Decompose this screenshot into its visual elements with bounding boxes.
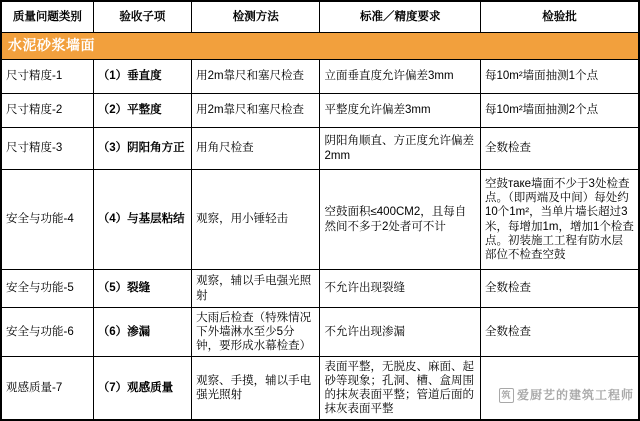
cell-batch: 每10m²墙面抽测1个点 <box>480 60 639 94</box>
cell-batch: 全数检查 <box>480 128 639 170</box>
header-batch: 检验批 <box>480 1 639 33</box>
cell-item: （3）阴阳角方正 <box>93 128 191 170</box>
cell-method: 用角尺检查 <box>192 128 320 170</box>
cell-method: 用2m靠尺和塞尺检查 <box>192 60 320 94</box>
cell-category: 安全与功能-6 <box>1 308 93 357</box>
cell-standard: 阴阳角顺直、方正度允许偏差2mm <box>320 128 481 170</box>
cell-category: 尺寸精度-3 <box>1 128 93 170</box>
cell-item: （4）与基层粘结 <box>93 170 191 270</box>
table-row <box>1 60 639 94</box>
cell-standard: 表面平整，无脱皮、麻面、起砂等现象；孔洞、槽、盒周围的抹灰表面平整；管道后面的抹灰表面平整 <box>320 357 481 421</box>
cell-standard: 空鼓面积≤400CM2，且每自然间不多于2处者可不计 <box>320 170 481 270</box>
cell-batch: 全数检查 <box>480 270 639 308</box>
cell-method: 观察、手摸，辅以手电强光照射 <box>192 357 320 421</box>
cell-item: （2）平整度 <box>93 94 191 128</box>
cell-method: 观察，辅以手电强光照射 <box>192 270 320 308</box>
cell-method: 观察，用小锤轻击 <box>192 170 320 270</box>
cell-batch: 每10m²墙面抽测2个点 <box>480 94 639 128</box>
table-row <box>1 270 639 308</box>
section-title: 水泥砂浆墙面 <box>1 33 639 60</box>
cell-category: 尺寸精度-2 <box>1 94 93 128</box>
table-row <box>1 94 639 128</box>
cell-category: 观感质量-7 <box>1 357 93 421</box>
cell-category: 尺寸精度-1 <box>1 60 93 94</box>
table-row <box>1 308 639 357</box>
cell-item: （1）垂直度 <box>93 60 191 94</box>
cell-method: 大雨后检查（特殊情况下外墙淋水至少5分钟，要形成水幕检查） <box>192 308 320 357</box>
watermark-logo-icon: 筑 <box>499 388 514 403</box>
cell-method: 用2m靠尺和塞尺检查 <box>192 94 320 128</box>
header-item: 验收子项 <box>93 1 191 33</box>
cell-category: 安全与功能-5 <box>1 270 93 308</box>
watermark-text: 爱厨艺的建筑工程师 <box>516 387 634 402</box>
cell-item: （6）渗漏 <box>93 308 191 357</box>
section-title-row <box>1 33 639 60</box>
header-standard: 标准／精度要求 <box>320 1 481 33</box>
table-row <box>1 357 639 421</box>
table-header <box>1 1 639 33</box>
cell-batch <box>480 357 639 421</box>
cell-standard: 立面垂直度允许偏差3mm <box>320 60 481 94</box>
table-body <box>1 33 639 421</box>
cell-standard: 不允许出现渗漏 <box>320 308 481 357</box>
cell-standard: 平整度允许偏差3mm <box>320 94 481 128</box>
cell-item: （5）裂缝 <box>93 270 191 308</box>
cell-batch: 全数检查 <box>480 308 639 357</box>
table-row <box>1 170 639 270</box>
table-row <box>1 128 639 170</box>
cell-item: （7）观感质量 <box>93 357 191 421</box>
table-header-row <box>1 1 639 33</box>
header-category: 质量问题类别 <box>1 1 93 33</box>
cell-batch: 空鼓таке墙面不少于3处检查点。（即两端及中间）每处约10个1m²，当单片墙长超过3米，每增加1m，增加1个检查点。初装施工工程有防水层部位不检查空鼓 <box>480 170 639 270</box>
header-method: 检测方法 <box>192 1 320 33</box>
cell-standard: 不允许出现裂缝 <box>320 270 481 308</box>
cell-category: 安全与功能-4 <box>1 170 93 270</box>
